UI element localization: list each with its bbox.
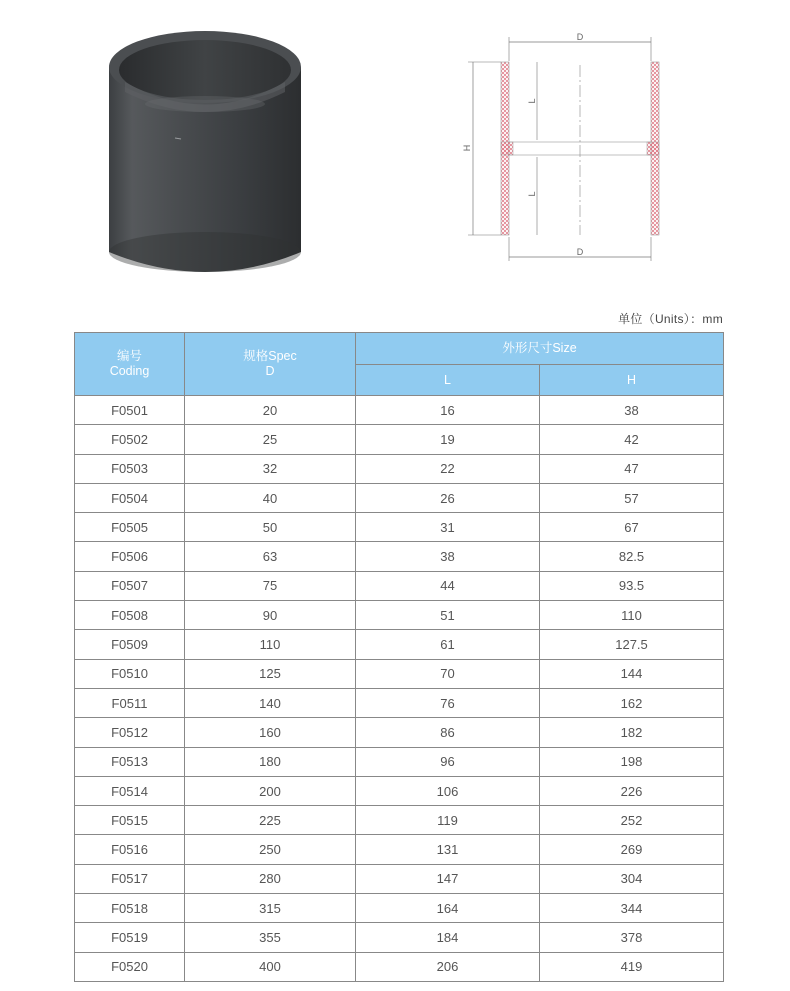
cell-d: 140 <box>185 688 356 717</box>
cell-code: F0518 <box>75 894 185 923</box>
cell-d: 180 <box>185 747 356 776</box>
cell-d: 32 <box>185 454 356 483</box>
cell-code: F0517 <box>75 864 185 893</box>
cell-h: 93.5 <box>540 571 724 600</box>
header-coding <box>75 333 185 396</box>
cell-code: F0510 <box>75 659 185 688</box>
cell-h: 67 <box>540 513 724 542</box>
cell-h: 252 <box>540 806 724 835</box>
coupling-product-photo <box>95 12 315 292</box>
cell-d: 63 <box>185 542 356 571</box>
cell-h: 304 <box>540 864 724 893</box>
cell-code: F0505 <box>75 513 185 542</box>
table-row <box>75 630 724 659</box>
table-row <box>75 542 724 571</box>
header-coding-en: Coding <box>109 364 150 378</box>
table-row <box>75 454 724 483</box>
table-row <box>75 952 724 981</box>
cell-d: 25 <box>185 425 356 454</box>
cell-code: F0513 <box>75 747 185 776</box>
table-row <box>75 601 724 630</box>
cell-h: 378 <box>540 923 724 952</box>
header-spec-d: D <box>265 364 275 378</box>
table-row <box>75 513 724 542</box>
cell-d: 160 <box>185 718 356 747</box>
table-row <box>75 864 724 893</box>
cell-code: F0506 <box>75 542 185 571</box>
table-row <box>75 747 724 776</box>
cell-l: 206 <box>356 952 540 981</box>
cell-d: 110 <box>185 630 356 659</box>
cell-l: 96 <box>356 747 540 776</box>
cell-d: 355 <box>185 923 356 952</box>
cell-d: 50 <box>185 513 356 542</box>
cell-l: 164 <box>356 894 540 923</box>
cell-l: 131 <box>356 835 540 864</box>
table-row <box>75 923 724 952</box>
cell-d: 250 <box>185 835 356 864</box>
cell-h: 226 <box>540 776 724 805</box>
table-row <box>75 776 724 805</box>
diagram-label-d-top: D <box>576 32 584 42</box>
cell-code: F0516 <box>75 835 185 864</box>
cell-d: 40 <box>185 483 356 512</box>
cell-l: 22 <box>356 454 540 483</box>
cell-code: F0511 <box>75 688 185 717</box>
table-row <box>75 806 724 835</box>
cell-d: 125 <box>185 659 356 688</box>
units-label: 单位（Units）：mm <box>618 312 723 326</box>
cell-h: 344 <box>540 894 724 923</box>
cell-l: 119 <box>356 806 540 835</box>
cell-d: 400 <box>185 952 356 981</box>
cell-h: 269 <box>540 835 724 864</box>
cell-h: 419 <box>540 952 724 981</box>
cell-h: 182 <box>540 718 724 747</box>
cell-l: 38 <box>356 542 540 571</box>
cell-h: 144 <box>540 659 724 688</box>
table-row <box>75 396 724 425</box>
table-row <box>75 718 724 747</box>
cell-d: 225 <box>185 806 356 835</box>
cell-code: F0520 <box>75 952 185 981</box>
cell-code: F0504 <box>75 483 185 512</box>
header-coding-cn: 编号 <box>116 349 142 363</box>
cell-h: 110 <box>540 601 724 630</box>
cell-d: 200 <box>185 776 356 805</box>
cell-h: 198 <box>540 747 724 776</box>
cell-code: F0514 <box>75 776 185 805</box>
table-row <box>75 894 724 923</box>
cell-l: 70 <box>356 659 540 688</box>
cell-code: F0515 <box>75 806 185 835</box>
diagram-label-h: H <box>462 144 472 152</box>
cell-l: 147 <box>356 864 540 893</box>
cell-l: 19 <box>356 425 540 454</box>
cell-code: F0509 <box>75 630 185 659</box>
cell-code: F0512 <box>75 718 185 747</box>
spec-table <box>74 332 724 982</box>
cell-h: 82.5 <box>540 542 724 571</box>
cell-code: F0519 <box>75 923 185 952</box>
cell-l: 26 <box>356 483 540 512</box>
coupling-section-diagram <box>455 25 675 270</box>
cell-code: F0507 <box>75 571 185 600</box>
cell-h: 127.5 <box>540 630 724 659</box>
cell-d: 75 <box>185 571 356 600</box>
table-row <box>75 571 724 600</box>
table-row <box>75 659 724 688</box>
cell-l: 86 <box>356 718 540 747</box>
cell-code: F0503 <box>75 454 185 483</box>
cell-l: 76 <box>356 688 540 717</box>
cell-l: 184 <box>356 923 540 952</box>
table-row <box>75 425 724 454</box>
cell-d: 90 <box>185 601 356 630</box>
cell-d: 280 <box>185 864 356 893</box>
cell-l: 51 <box>356 601 540 630</box>
cell-code: F0501 <box>75 396 185 425</box>
cell-h: 38 <box>540 396 724 425</box>
diagram-label-l-bottom: L <box>527 191 537 197</box>
cell-code: F0508 <box>75 601 185 630</box>
header-l: L <box>356 365 540 396</box>
cell-h: 57 <box>540 483 724 512</box>
cell-l: 44 <box>356 571 540 600</box>
cell-d: 20 <box>185 396 356 425</box>
header-spec <box>185 333 356 396</box>
header-spec-cn: 规格Spec <box>243 349 297 363</box>
table-row <box>75 483 724 512</box>
cell-h: 162 <box>540 688 724 717</box>
cell-code: F0502 <box>75 425 185 454</box>
cell-l: 61 <box>356 630 540 659</box>
diagram-label-l-top: L <box>527 98 537 104</box>
header-size: 外形尺寸Size <box>356 333 724 365</box>
table-row <box>75 688 724 717</box>
diagram-label-d-bottom: D <box>576 247 584 257</box>
cell-h: 47 <box>540 454 724 483</box>
cell-l: 16 <box>356 396 540 425</box>
cell-l: 31 <box>356 513 540 542</box>
table-row <box>75 835 724 864</box>
cell-h: 42 <box>540 425 724 454</box>
header-h: H <box>540 365 724 396</box>
cell-d: 315 <box>185 894 356 923</box>
cell-l: 106 <box>356 776 540 805</box>
